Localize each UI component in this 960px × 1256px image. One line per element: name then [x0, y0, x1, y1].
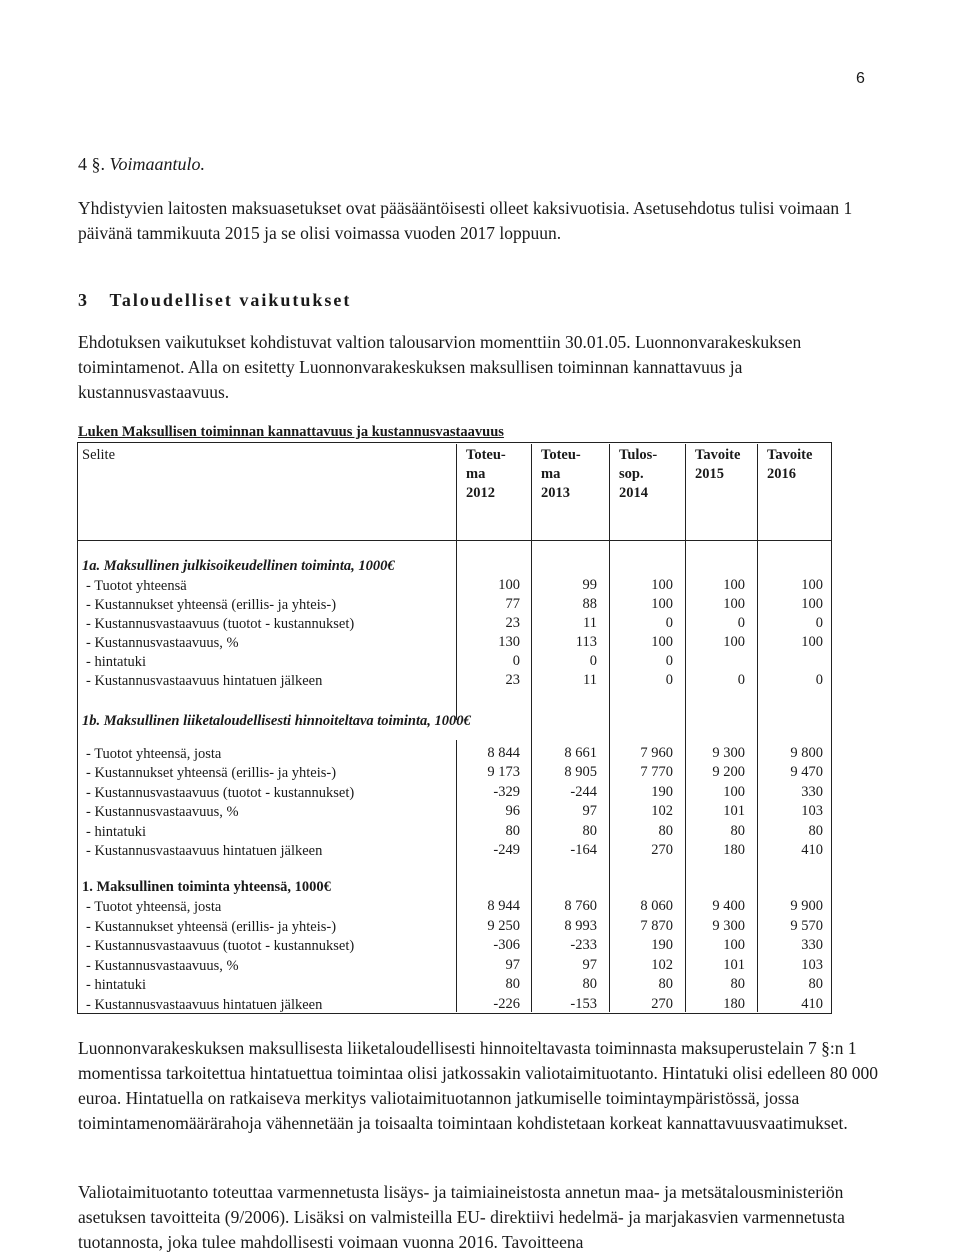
table-cell: -153 — [570, 995, 597, 1012]
column-header: 2013 — [541, 485, 570, 501]
table-cell: 9 570 — [790, 917, 823, 934]
table-cell: 8 760 — [564, 898, 597, 914]
table-cell: 103 — [801, 803, 823, 820]
table-cell: 9 470 — [790, 764, 823, 781]
column-header: 2014 — [619, 485, 648, 501]
table-cell: 190 — [651, 937, 673, 953]
column-header: Tavoite — [767, 447, 813, 463]
table-cell: 102 — [651, 956, 673, 973]
table-cell: 0 — [815, 672, 823, 688]
table-cell: 8 844 — [487, 745, 520, 761]
table-row-label: - Kustannusvastaavuus (tuotot - kustannukset) — [86, 616, 355, 632]
table-cell: 270 — [651, 842, 673, 858]
table-cell: 0 — [815, 615, 823, 631]
table-cell: -244 — [570, 783, 597, 800]
page-number: 6 — [856, 70, 865, 87]
table-cell: 180 — [723, 995, 745, 1012]
table-cell: 100 — [801, 577, 823, 593]
section-3-title: Taloudelliset vaikutukset — [109, 290, 352, 310]
table-cell: 130 — [498, 634, 520, 650]
table-cell: 0 — [665, 615, 673, 631]
table-cell: 23 — [505, 672, 520, 688]
table-row-label: - hintatuki — [86, 654, 147, 670]
table-section-title: 1a. Maksullinen julkisoikeudellinen toiminta, 1000€ — [82, 558, 395, 574]
section-3-heading — [78, 290, 351, 311]
column-header: 2015 — [695, 466, 724, 482]
table-row-label: - Kustannukset yhteensä (erillis- ja yhteis-) — [86, 597, 337, 613]
table-cell: -329 — [493, 783, 520, 800]
table-row-label: - Kustannusvastaavuus hintatuen jälkeen — [86, 673, 323, 689]
table-cell: 96 — [505, 803, 520, 820]
column-header: 2016 — [767, 466, 796, 482]
table-row-label: - Kustannusvastaavuus, % — [86, 804, 239, 821]
table-cell: 11 — [583, 615, 597, 631]
table-cell: -233 — [570, 937, 597, 953]
table-cell: 101 — [723, 803, 745, 820]
table-cell: 9 300 — [712, 917, 745, 934]
column-header: Tavoite — [695, 447, 741, 463]
table-row-label: - Kustannusvastaavuus (tuotot - kustannukset) — [86, 938, 355, 954]
table-cell: 8 661 — [564, 745, 597, 761]
table-row-label: - hintatuki — [86, 823, 147, 840]
table-row-label: - Kustannusvastaavuus hintatuen jälkeen — [86, 843, 323, 859]
table-cell: 410 — [801, 842, 823, 858]
table-cell: 8 905 — [564, 764, 597, 781]
column-header: ma — [466, 466, 486, 482]
table-row-label: - Kustannusvastaavuus, % — [86, 957, 239, 974]
table-cell: -164 — [570, 842, 597, 858]
table-cell: 9 173 — [487, 764, 520, 781]
table-row-label: - Kustannukset yhteensä (erillis- ja yhteis-) — [86, 765, 337, 782]
table-cell: 77 — [505, 596, 520, 612]
column-header: ma — [541, 466, 561, 482]
table-cell: 97 — [505, 956, 520, 973]
table-cell: 80 — [808, 822, 823, 839]
paragraph-1: Yhdistyvien laitosten maksuasetukset ovat pääsääntöisesti olleet kaksivuotisia. Asetusehdotus tulisi voimaan 1 päivänä tammikuuta 2015 ja se olisi voimassa vuoden 2017 loppuun. — [78, 198, 853, 243]
table-cell: 100 — [801, 596, 823, 612]
section-4-number: 4 §. — [78, 154, 105, 174]
column-header: Toteu- — [466, 447, 506, 463]
table-cell: 80 — [808, 976, 823, 992]
column-header: Toteu- — [541, 447, 581, 463]
table-cell: 0 — [665, 653, 673, 669]
table-cell: 80 — [505, 822, 520, 839]
table-cell: 100 — [651, 634, 673, 650]
table-cell: 100 — [723, 783, 745, 800]
table-cell: 102 — [651, 803, 673, 820]
table-row-label: - hintatuki — [86, 977, 147, 993]
section-4-title: Voimaantulo. — [109, 154, 206, 174]
table-cell: 80 — [582, 976, 597, 992]
table-cell: 9 250 — [487, 917, 520, 934]
table-cell: 100 — [723, 596, 745, 612]
table-cell: 9 900 — [790, 898, 823, 914]
table-cell: 100 — [723, 937, 745, 953]
table-cell: 8 993 — [564, 917, 597, 934]
table-cell: 7 960 — [640, 745, 673, 761]
table-cell: 97 — [582, 956, 597, 973]
section-3-number: 3 — [78, 290, 89, 310]
table-row-label: - Kustannusvastaavuus hintatuen jälkeen — [86, 996, 323, 1013]
table-cell: 99 — [582, 577, 597, 593]
table-header-divider — [78, 540, 831, 541]
table-cell: 0 — [589, 653, 597, 669]
table-cell: 180 — [723, 842, 745, 858]
table-cell: 0 — [737, 615, 745, 631]
table-selite-header: Selite — [82, 447, 116, 463]
table-cell: 11 — [583, 672, 597, 688]
table-caption: Luken Maksullisen toiminnan kannattavuus ja kustannusvastaavuus — [78, 424, 504, 440]
table-cell: 103 — [801, 956, 823, 973]
paragraph-4: Valiotaimituotanto toteuttaa varmennetusta lisäys- ja taimiaineistosta annetun maa- ja metsätalousministeriön asetuksen tavoitteita (9/2006). Lisäksi on valmisteilla EU- direktiivi hedelmä- ja marjakasvien varmennetusta tuotannosta, joka tulee mahdollisesti voimaan vuonna 2016. Tavoitteena — [78, 1182, 845, 1252]
table-cell: 80 — [582, 822, 597, 839]
table-cell: 7 770 — [640, 764, 673, 781]
table-cell: -226 — [493, 995, 520, 1012]
table-section-title: 1. Maksullinen toiminta yhteensä, 1000€ — [82, 879, 331, 895]
column-header: 2012 — [466, 485, 495, 501]
table-cell: 190 — [651, 783, 673, 800]
table-cell: 80 — [658, 976, 673, 992]
table-cell: 100 — [498, 577, 520, 593]
table-cell: -249 — [493, 842, 520, 858]
table-cell: 100 — [723, 634, 745, 650]
table-cell: 8 944 — [487, 898, 520, 914]
table-cell: 80 — [730, 976, 745, 992]
table-cell: 330 — [801, 937, 823, 953]
table-cell: 9 400 — [712, 898, 745, 914]
table-cell: 9 300 — [712, 745, 745, 761]
table-cell: -306 — [493, 937, 520, 953]
table-cell: 0 — [665, 672, 673, 688]
paragraph-2: Ehdotuksen vaikutukset kohdistuvat valtion talousarvion momenttiin 30.01.05. Luonnonvarakeskuksen toimintamenot. Alla on esitetty Luonnonvarakeskuksen maksullisen toiminnan kannattavuus ja kustannusvastaavuus. — [78, 332, 802, 402]
table-cell: 88 — [582, 596, 597, 612]
column-header: sop. — [619, 466, 644, 482]
table-cell: 97 — [582, 803, 597, 820]
paragraph-3: Luonnonvarakeskuksen maksullisesta liiketaloudellisesti hinnoiteltavasta toiminnasta maksuperustelain 7 §:n 1 momentissa tarkoitettua hintatuettua toimintaa olisi jatkossakin valiotaimituotanto. Hintatuki olisi edelleen 80 000 euroa. Hintatuella on ratkaiseva merkitys valiotaimituotannon jatkumiselle toimintaympäristössä, jossa toimintamenomäärärahoja vähennetään ja toisaalta toimintaan kohdistetaan korkeat kannattavuusvaatimukset. — [78, 1038, 878, 1133]
table-cell: 9 800 — [790, 745, 823, 761]
table-cell: 80 — [730, 822, 745, 839]
table-cell: 9 200 — [712, 764, 745, 781]
section-4-heading — [78, 154, 205, 175]
table-row-label: - Tuotot yhteensä — [86, 578, 187, 594]
table-row-label: - Kustannusvastaavuus (tuotot - kustannukset) — [86, 784, 355, 801]
table-cell: 100 — [651, 596, 673, 612]
table-cell: 410 — [801, 995, 823, 1012]
table-cell: 101 — [723, 956, 745, 973]
table-cell: 100 — [651, 577, 673, 593]
table-cell: 0 — [512, 653, 520, 669]
table-row-label: - Kustannusvastaavuus, % — [86, 635, 239, 651]
table-cell: 113 — [575, 634, 597, 650]
table-cell: 80 — [658, 822, 673, 839]
table-cell: 0 — [737, 672, 745, 688]
table-cell: 80 — [505, 976, 520, 992]
table-row-label: - Tuotot yhteensä, josta — [86, 746, 222, 762]
table-section-title: 1b. Maksullinen liiketaloudellisesti hinnoiteltava toiminta, 1000€ — [82, 713, 471, 729]
table-cell: 330 — [801, 783, 823, 800]
table-row-label: - Kustannukset yhteensä (erillis- ja yhteis-) — [86, 918, 337, 935]
table-row-label: - Tuotot yhteensä, josta — [86, 899, 222, 915]
table-cell: 270 — [651, 995, 673, 1012]
table-cell: 8 060 — [640, 898, 673, 914]
table-cell: 23 — [505, 615, 520, 631]
table-cell: 100 — [801, 634, 823, 650]
column-header: Tulos- — [619, 447, 658, 463]
table-cell: 7 870 — [640, 917, 673, 934]
table-cell: 100 — [723, 577, 745, 593]
